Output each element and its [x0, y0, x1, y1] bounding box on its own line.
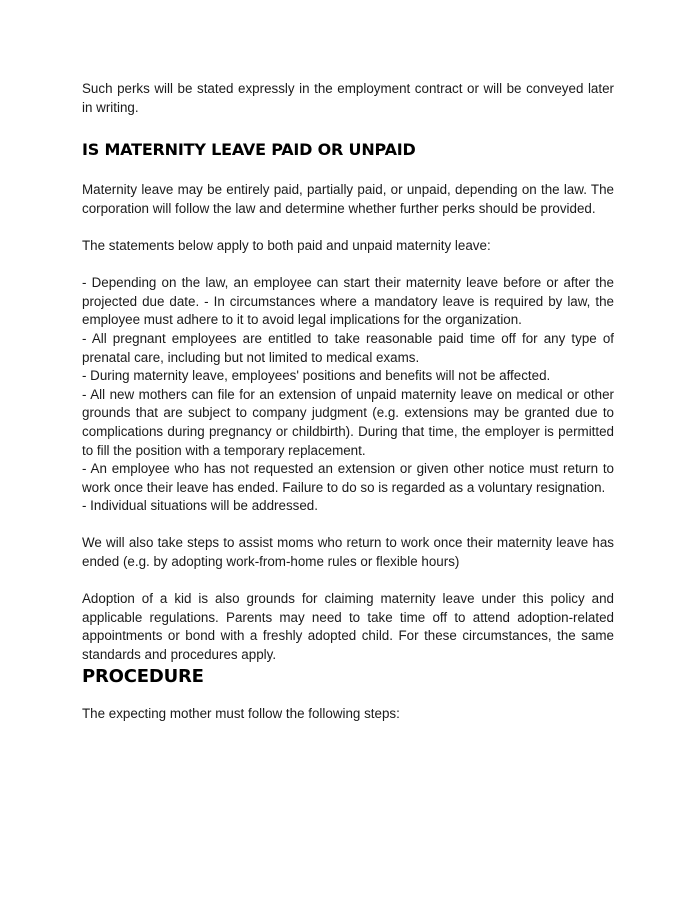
- spacer: [82, 161, 614, 181]
- adoption-paragraph: Adoption of a kid is also grounds for claiming maternity leave under this policy and applicable regulations. Parents may need to take time off to attend adoption-related appointments or bond with a freshly adopted child. For these circumstances, the same standards and procedures apply.: [82, 591, 614, 663]
- spacer: [82, 516, 614, 535]
- procedure-intro: The expecting mother must follow the following steps:: [82, 705, 400, 721]
- statements-list: [82, 274, 614, 516]
- list-item: - All new mothers can file for an extension of unpaid maternity leave on medical or other grounds that are subject to company judgment (e.g. extensions may be granted due to complications during pregnancy or childbirth). During that time, the employer is permitted to fill the position with a temporary replacement.: [82, 386, 614, 458]
- spacer: [82, 117, 614, 139]
- paid-paragraph: Maternity leave may be entirely paid, partially paid, or unpaid, depending on the law. The corporation will follow the law and determine whether further perks should be provided.: [82, 182, 614, 216]
- list-item: - Individual situations will be addressed.: [82, 498, 318, 514]
- spacer: [82, 572, 614, 591]
- assist-paragraph: We will also take steps to assist moms who return to work once their maternity leave has ended (e.g. by adopting work-from-home rules or flexible hours): [82, 535, 614, 570]
- spacer: [82, 256, 614, 275]
- heading-maternity-leave-paid: IS MATERNITY LEAVE PAID OR UNPAID: [82, 140, 416, 160]
- heading-procedure: PROCEDURE: [82, 665, 204, 687]
- document-page: [82, 80, 614, 723]
- list-item: - An employee who has not requested an extension or given other notice must return to work once their leave has ended. Failure to do so is regarded as a voluntary resignation.: [82, 461, 614, 495]
- spacer: [82, 689, 614, 705]
- spacer: [82, 218, 614, 237]
- statements-intro: The statements below apply to both paid and unpaid maternity leave:: [82, 237, 491, 253]
- list-item: - All pregnant employees are entitled to take reasonable paid time off for any type of prenatal care, including but not limited to medical exams.: [82, 330, 614, 365]
- list-item: - During maternity leave, employees' positions and benefits will not be affected.: [82, 368, 551, 384]
- intro-paragraph: Such perks will be stated expressly in the employment contract or will be conveyed later in writing.: [82, 81, 614, 115]
- list-item: - Depending on the law, an employee can start their maternity leave before or after the projected due date. - In circumstances where a mandatory leave is required by law, the employee must adhere to it to avoid legal implications for the organization.: [82, 275, 614, 328]
